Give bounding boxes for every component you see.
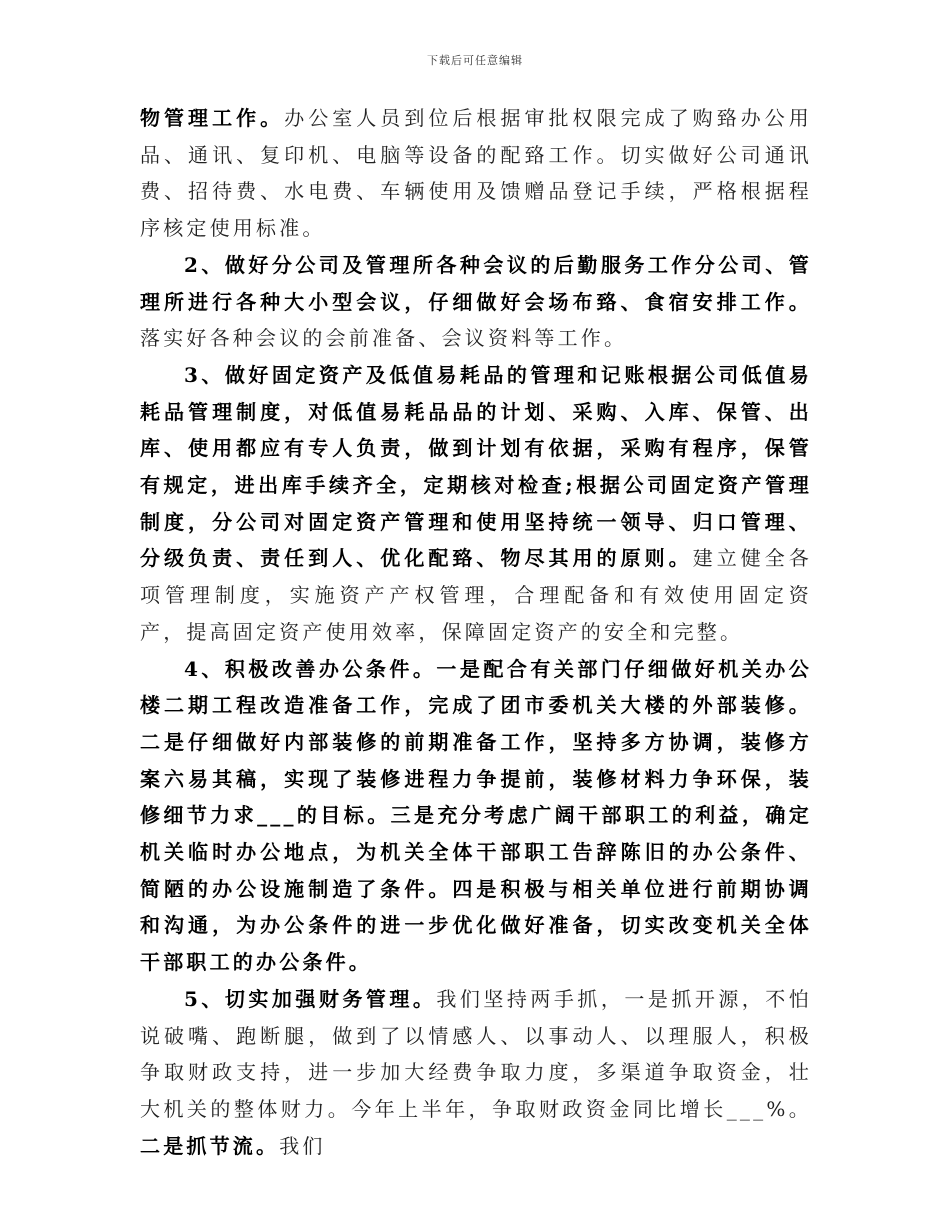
paragraph-1-bold: 物管理工作。 (140, 106, 285, 130)
paragraph-4 (140, 651, 812, 981)
paragraph-5-text-2: 我们 (279, 1133, 326, 1158)
paragraph-5-bold: 5、切实加强财务管理。 (184, 986, 437, 1011)
paragraph-5-text: 我们坚持两手抓，一是抓开源，不怕说破嘴、跑断腿，做到了以情感人、以事动人、以理服人，积极争取财政支持，进一步加大经费争取力度，多渠道争取资金，壮大机关的整体财力。今年上半年，争取财政资金同比增长___%。 (140, 986, 813, 1121)
paragraph-3-bold: 3、做好固定资产及低值易耗品的管理和记账根据公司低值易耗品管理制度，对低值易耗品品的计划、采购、入库、保管、出库、使用都应有专人负责，做到计划有依据，采购有程序，保管有规定，进出库手续齐全，定期核对检查;根据公司固定资产管理制度，分公司对固定资产管理和使用坚持统一领导、归口管理、分级负责、责任到人、优化配臵、物尽其用的原则。 (140, 362, 812, 571)
paragraph-2 (140, 247, 812, 357)
paragraph-3 (140, 357, 812, 651)
document-body (140, 100, 812, 1164)
paragraph-1-text: 办公室人员到位后根据审批权限完成了购臵办公用品、通讯、复印机、电脑等设备的配臵工作。切实做好公司通讯费、招待费、水电费、车辆使用及馈赠品登记手续，严格根据程序核定使用标准。 (140, 106, 813, 241)
paragraph-4-bold: 4、积极改善办公条件。一是配合有关部门仔细做好机关办公楼二期工程改造准备工作，完成了团市委机关大楼的外部装修。二是仔细做好内部装修的前期准备工作，坚持多方协调，装修方案六易其稿，实现了装修进程力争提前，装修材料力争环保，装修细节力求___的目标。三是充分考虑广阔干部职工的利益，确定机关临时办公地点，为机关全体干部职工告辞陈旧的办公条件、简陋的办公设施制造了条件。四是积极与相关单位进行前期协调和沟通，为办公条件的进一步优化做好准备，切实改变机关全体干部职工的办公条件。 (140, 656, 812, 975)
page-header-note: 下载后可任意编辑 (427, 54, 523, 67)
paragraph-2-text: 落实好各种会议的会前准备、会议资料等工作。 (140, 326, 628, 351)
paragraph-5 (140, 981, 812, 1165)
paragraph-5-bold-2: 二是抓节流。 (140, 1133, 280, 1158)
paragraph-3-text: 建立健全各项管理制度，实施资产产权管理，合理配备和有效使用固定资产，提高固定资产使用效率，保障固定资产的安全和完整。 (140, 546, 813, 644)
paragraph-2-bold: 2、做好分公司及管理所各种会议的后勤服务工作分公司、管理所进行各种大小型会议，仔细做好会场布臵、食宿安排工作。 (140, 252, 812, 314)
paragraph-1 (140, 100, 812, 247)
